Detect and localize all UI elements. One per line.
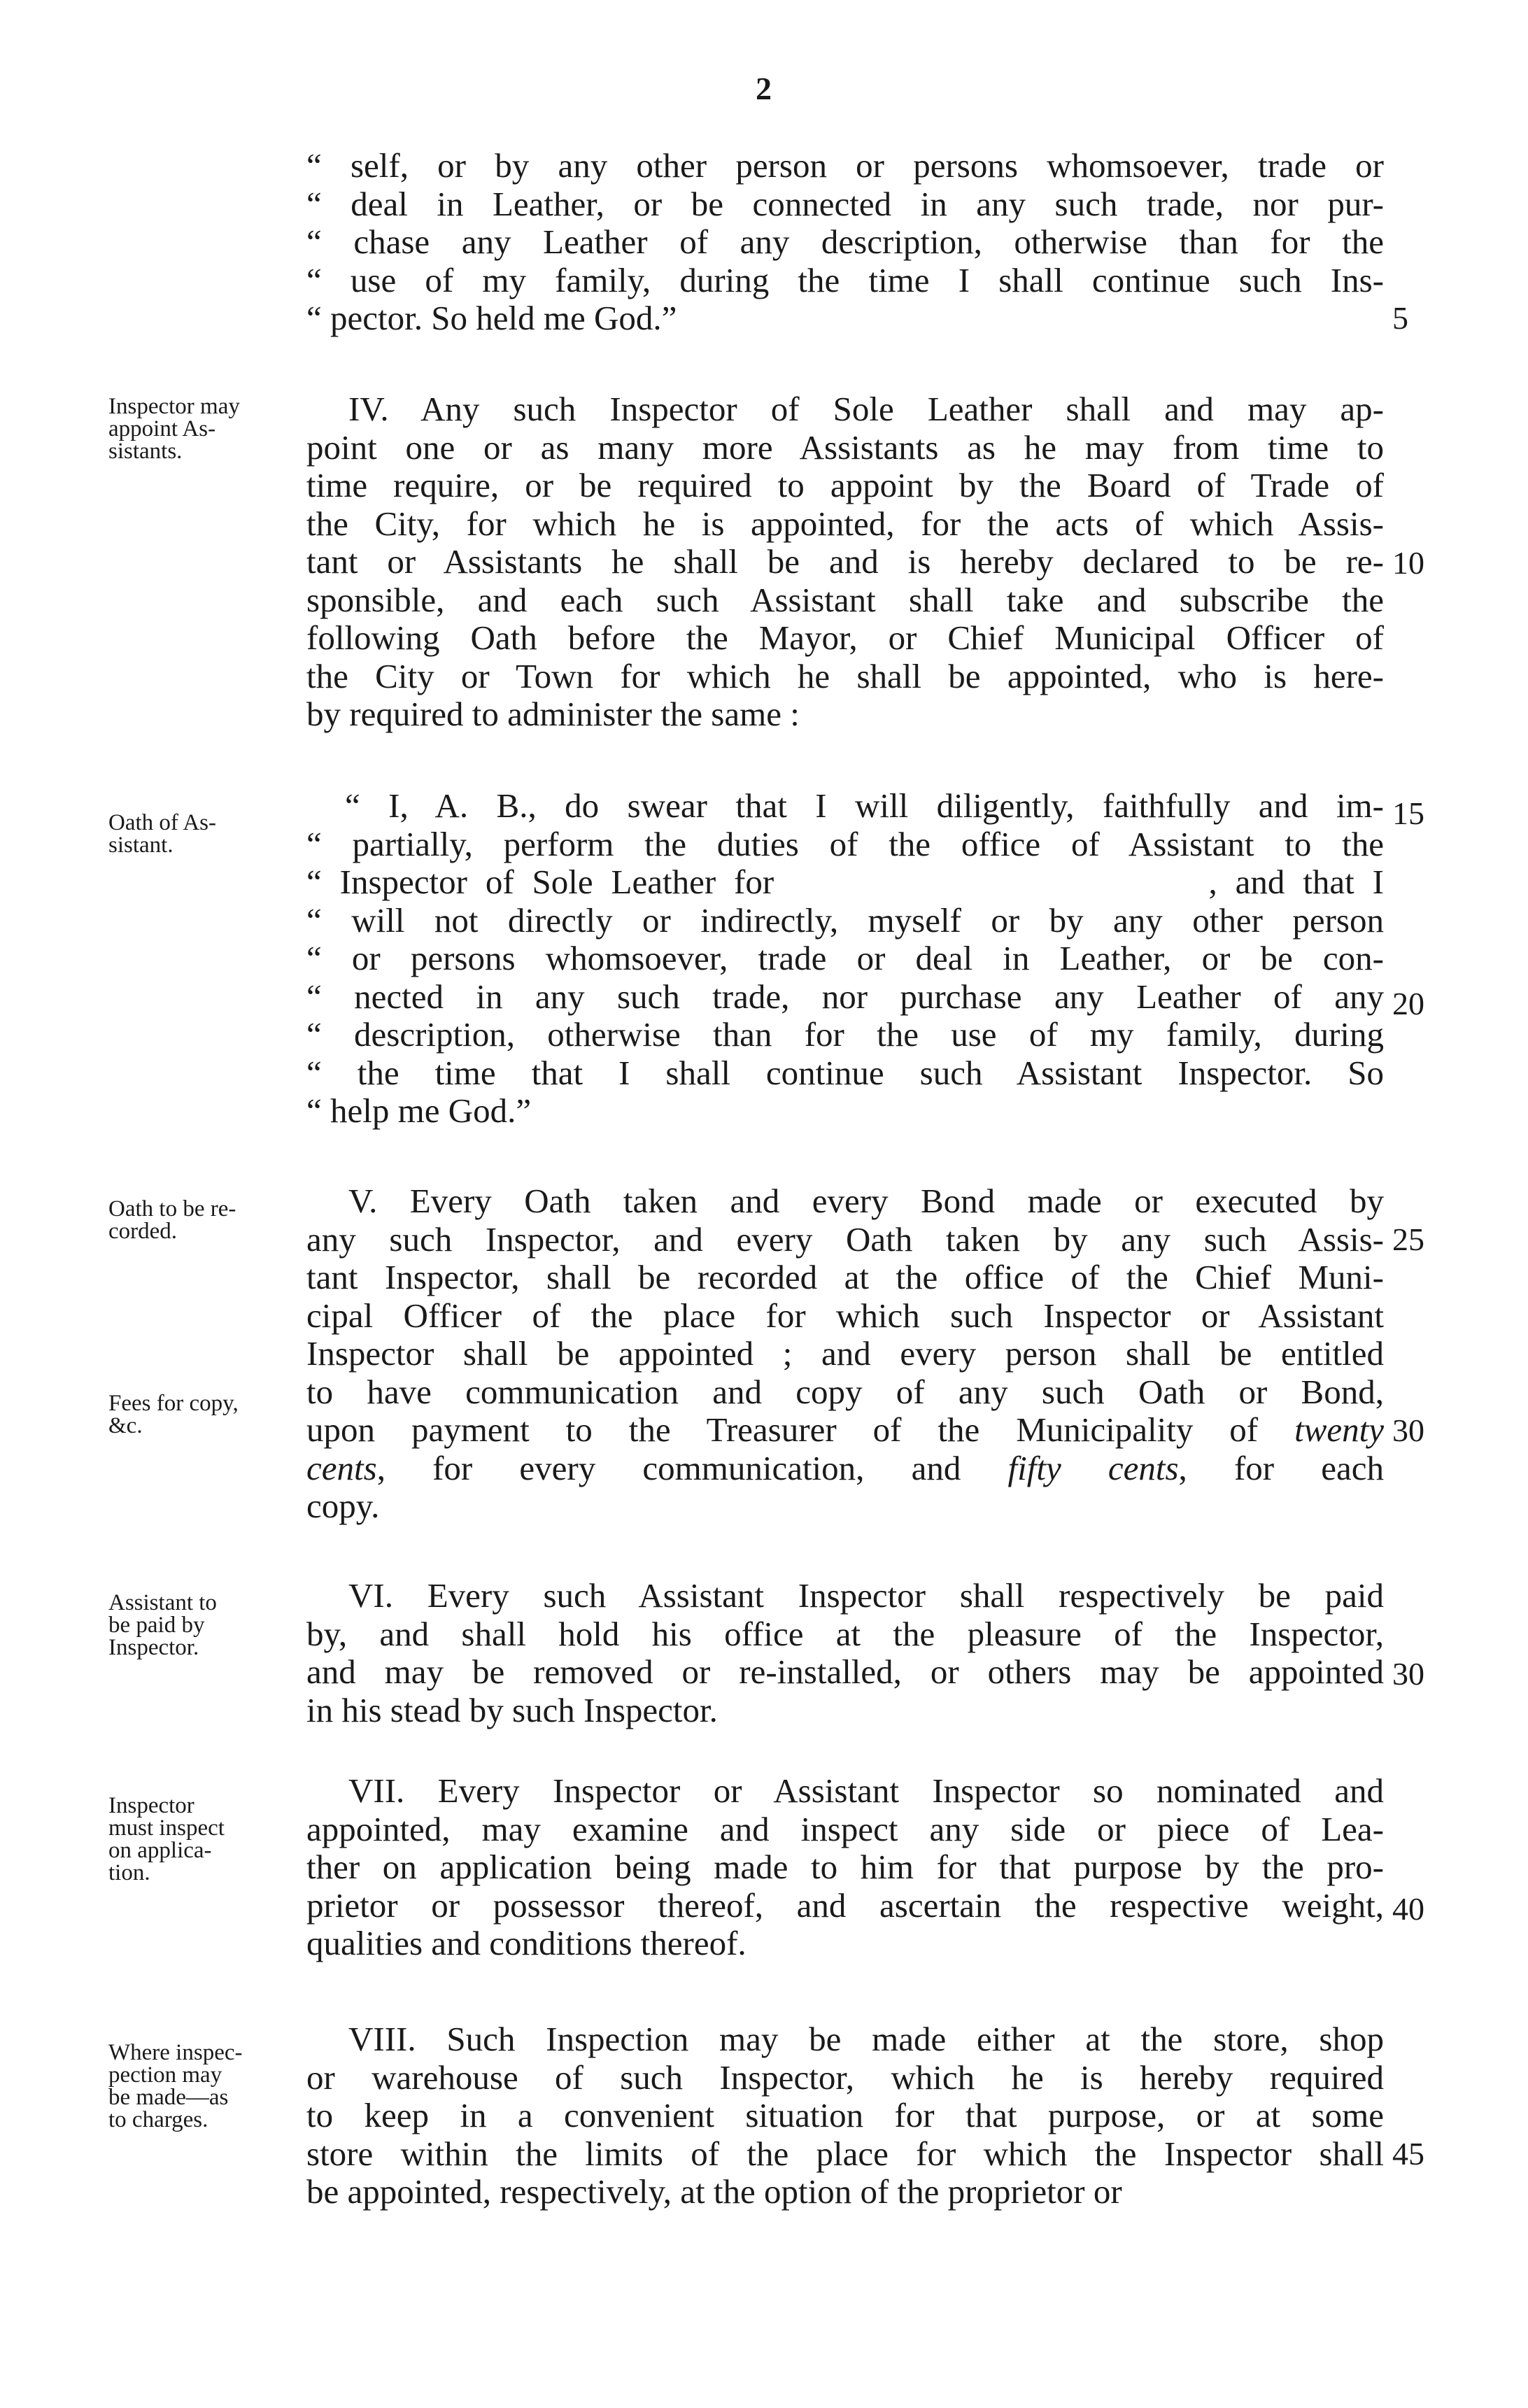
section-v-text <box>306 1182 1384 1526</box>
margin-note-assistant-paid-by-inspector: Assistant to be paid by Inspector. <box>108 1590 217 1660</box>
text-line: copy. <box>306 1487 380 1525</box>
text-line: “ I, A. B., do swear that I will diligently, faithfully and im- <box>345 786 1384 825</box>
line-number: 30 <box>1392 1412 1424 1448</box>
text-line: be appointed, respectively, at the option of the proprietor or <box>306 2172 1122 2211</box>
text-line: “ self, or by any other person or persons whomsoever, trade or <box>306 146 1384 185</box>
margin-note-inspector-may-appoint: Inspector may appoint As- sistants. <box>108 394 240 464</box>
text-line: following Oath before the Mayor, or Chief Municipal Officer of <box>306 618 1384 657</box>
oath-of-assistant-text <box>306 787 1384 1131</box>
text-line: or warehouse of such Inspector, which he is hereby required <box>306 2058 1384 2097</box>
text-line: “ nected in any such trade, nor purchase any Leather of any <box>306 977 1384 1016</box>
opening-oath-text <box>306 147 1384 338</box>
text-line: by required to administer the same : <box>306 695 800 733</box>
section-iv-text <box>306 390 1384 734</box>
text-line: “ help me God.” <box>306 1091 532 1130</box>
text-line: upon payment to the Treasurer of the Municipality of twenty <box>306 1410 1384 1449</box>
text-line: tant Inspector, shall be recorded at the office of the Chief Muni- <box>306 1258 1384 1296</box>
text-line: “ the time that I shall continue such Assistant Inspector. So <box>306 1053 1384 1092</box>
text-line: “ description, otherwise than for the use of my family, during <box>306 1015 1384 1054</box>
text-line: cipal Officer of the place for which such Inspector or Assistant <box>306 1296 1384 1335</box>
text-line: “ use of my family, during the time I shall continue such Ins- <box>306 260 1384 299</box>
line-number: 10 <box>1392 545 1424 581</box>
text-line: time require, or be required to appoint by the Board of Trade of <box>306 466 1384 504</box>
text-line: and may be removed or re-installed, or others may be appointed <box>306 1652 1384 1691</box>
line-number: 25 <box>1392 1221 1424 1257</box>
text-line: cents, for every communication, and fifty cents, for each <box>306 1448 1384 1487</box>
text-line: VII. Every Inspector or Assistant Inspector so nominated and <box>348 1771 1384 1810</box>
text-line: “ partially, perform the duties of the office of Assistant to the <box>306 824 1384 863</box>
text-line: ther on application being made to him for that purpose by the pro- <box>306 1848 1384 1886</box>
text-line: V. Every Oath taken and every Bond made or executed by <box>348 1182 1384 1220</box>
text-line: qualities and conditions thereof. <box>306 1924 747 1962</box>
line-number: 15 <box>1392 795 1424 831</box>
page-number: 2 <box>756 71 772 106</box>
text-line: “ Inspector of Sole Leather for , and that I <box>306 863 1384 901</box>
line-number: 5 <box>1392 300 1408 336</box>
text-line: by, and shall hold his office at the pleasure of the Inspector, <box>306 1614 1384 1653</box>
line-number: 45 <box>1392 2136 1424 2172</box>
text-line: appointed, may examine and inspect any side or piece of Lea- <box>306 1809 1384 1848</box>
text-line: sponsible, and each such Assistant shall take and subscribe the <box>306 580 1384 619</box>
margin-note-inspector-must-inspect: Inspector must inspect on applica- tion. <box>108 1793 225 1885</box>
margin-note-oath-to-be-recorded: Oath to be re- corded. <box>108 1196 236 1244</box>
text-line: “ chase any Leather of any description, otherwise than for the <box>306 222 1384 261</box>
section-vi-text <box>306 1577 1384 1729</box>
text-line: “ deal in Leather, or be connected in any such trade, nor pur- <box>306 184 1384 223</box>
margin-note-oath-of-assistant: Oath of As- sistant. <box>108 810 216 858</box>
text-line: prietor or possessor thereof, and ascertain the respective weight, <box>306 1885 1384 1925</box>
text-line: “ or persons whomsoever, trade or deal in Leather, or be con- <box>306 939 1384 977</box>
text-line: to have communication and copy of any such Oath or Bond, <box>306 1372 1384 1411</box>
line-number: 30 <box>1392 1656 1424 1692</box>
section-viii-text <box>306 2020 1384 2211</box>
text-line: any such Inspector, and every Oath taken by any such Assis- <box>306 1219 1384 1259</box>
text-line: to keep in a convenient situation for that purpose, or at some <box>306 2096 1384 2134</box>
line-number: 40 <box>1392 1891 1424 1927</box>
text-line: IV. Any such Inspector of Sole Leather shall and may ap- <box>348 390 1384 428</box>
text-line: store within the limits of the place for which the Inspector shall <box>306 2134 1384 2173</box>
text-line: Inspector shall be appointed ; and every person shall be entitled <box>306 1334 1384 1373</box>
text-line: the City or Town for which he shall be appointed, who is here- <box>306 656 1384 695</box>
text-line: point one or as many more Assistants as he may from time to <box>306 427 1384 467</box>
margin-note-where-inspection-made: Where inspec- pection may be made—as to charges. <box>108 2040 243 2132</box>
text-line: in his stead by such Inspector. <box>306 1690 718 1729</box>
text-line: the City, for which he is appointed, for the acts of which Assis- <box>306 504 1384 543</box>
text-line: VIII. Such Inspection may be made either at the store, shop <box>348 2020 1384 2058</box>
text-line: tant or Assistants he shall be and is hereby declared to be re- <box>306 542 1384 581</box>
text-line: “ pector. So held me God.” <box>306 299 677 337</box>
line-number: 20 <box>1392 986 1424 1021</box>
text-line: VI. Every such Assistant Inspector shall respectively be paid <box>348 1576 1384 1615</box>
margin-note-fees-for-copy: Fees for copy, &c. <box>108 1391 239 1438</box>
text-line: “ will not directly or indirectly, myself or by any other person <box>306 900 1384 940</box>
section-vii-text <box>306 1772 1384 1963</box>
